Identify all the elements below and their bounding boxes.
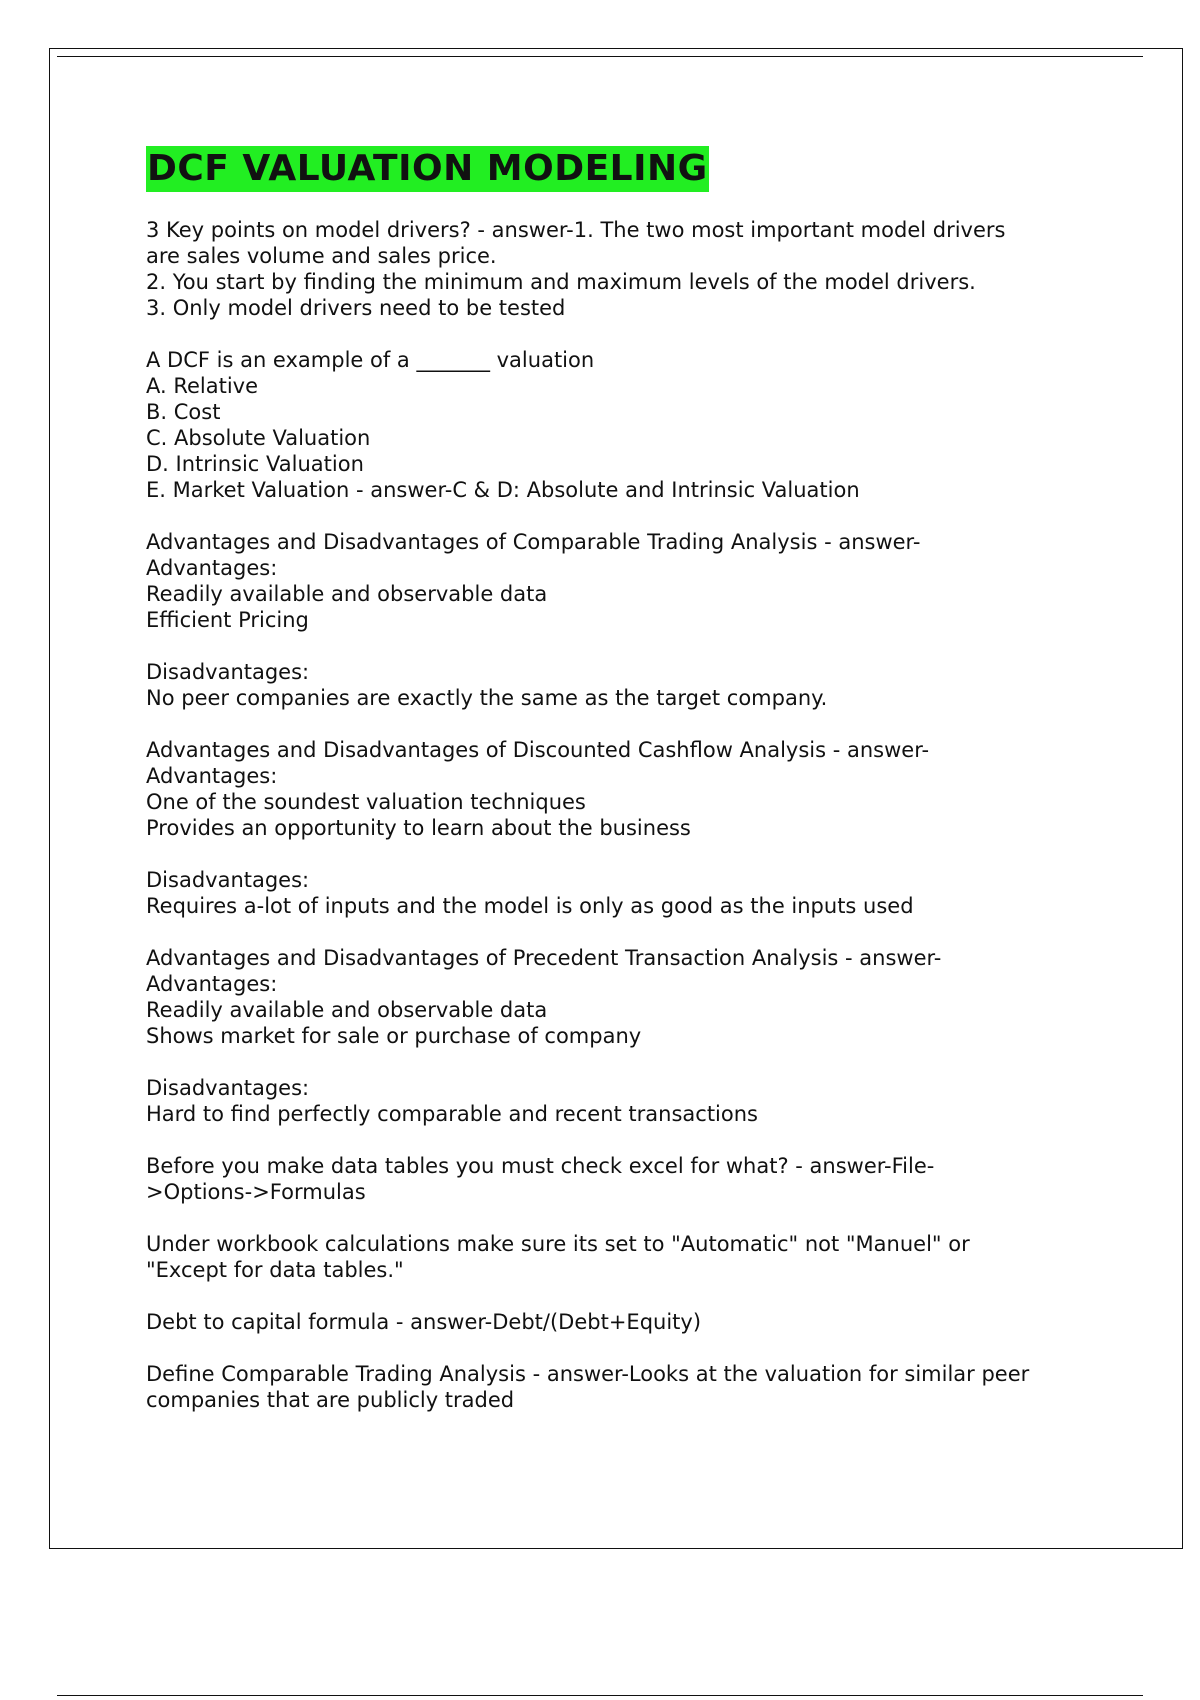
text-line: 3. Only model drivers need to be tested (146, 296, 566, 320)
qa-block (146, 1361, 1096, 1413)
qa-block (146, 1309, 1096, 1335)
text-line: Requires a-lot of inputs and the model is only as good as the inputs used (146, 894, 914, 918)
qa-block (146, 529, 1096, 633)
text-line: "Except for data tables." (146, 1258, 404, 1282)
text-line: E. Market Valuation - answer-C & D: Absolute and Intrinsic Valuation (146, 478, 860, 502)
text-line: Advantages: (146, 556, 278, 580)
qa-block (146, 945, 1096, 1049)
text-line: No peer companies are exactly the same as the target company. (146, 686, 828, 710)
text-line: One of the soundest valuation techniques (146, 790, 586, 814)
qa-block (146, 659, 1096, 711)
text-line: B. Cost (146, 400, 221, 424)
text-line: Readily available and observable data (146, 998, 548, 1022)
text-line: A DCF is an example of a _______ valuation (146, 348, 595, 372)
text-line: C. Absolute Valuation (146, 426, 371, 450)
text-line: Advantages: (146, 972, 278, 996)
qa-block (146, 1231, 1096, 1283)
text-line: Define Comparable Trading Analysis - answer-Looks at the valuation for similar peer (146, 1362, 1030, 1386)
qa-block (146, 737, 1096, 841)
text-line: Shows market for sale or purchase of company (146, 1024, 642, 1048)
text-line: Disadvantages: (146, 1076, 310, 1100)
document-body (146, 217, 1096, 1439)
text-line: Advantages and Disadvantages of Comparable Trading Analysis - answer- (146, 530, 921, 554)
text-line: Provides an opportunity to learn about the business (146, 816, 691, 840)
text-line: are sales volume and sales price. (146, 244, 497, 268)
text-line: Advantages: (146, 764, 278, 788)
qa-block (146, 867, 1096, 919)
text-line: 3 Key points on model drivers? - answer-1. The two most important model drivers (146, 218, 1006, 242)
text-line: A. Relative (146, 374, 259, 398)
text-line: Advantages and Disadvantages of Precedent Transaction Analysis - answer- (146, 946, 942, 970)
text-line: Disadvantages: (146, 868, 310, 892)
text-line: Under workbook calculations make sure its set to "Automatic" not "Manuel" or (146, 1232, 970, 1256)
text-line: Disadvantages: (146, 660, 310, 684)
text-line: Hard to find perfectly comparable and recent transactions (146, 1102, 758, 1126)
qa-block (146, 347, 1096, 503)
qa-block (146, 1153, 1096, 1205)
text-line: Advantages and Disadvantages of Discounted Cashflow Analysis - answer- (146, 738, 930, 762)
text-line: Readily available and observable data (146, 582, 548, 606)
text-line: 2. You start by finding the minimum and maximum levels of the model drivers. (146, 270, 976, 294)
text-line: Efficient Pricing (146, 608, 309, 632)
text-line: >Options->Formulas (146, 1180, 366, 1204)
qa-block (146, 217, 1096, 321)
document-title: DCF VALUATION MODELING (146, 146, 709, 192)
text-line: companies that are publicly traded (146, 1388, 515, 1412)
text-line: Debt to capital formula - answer-Debt/(Debt+Equity) (146, 1310, 702, 1334)
text-line: D. Intrinsic Valuation (146, 452, 364, 476)
qa-block (146, 1075, 1096, 1127)
footer-rule (57, 1695, 1143, 1696)
text-line: Before you make data tables you must check excel for what? - answer-File- (146, 1154, 935, 1178)
